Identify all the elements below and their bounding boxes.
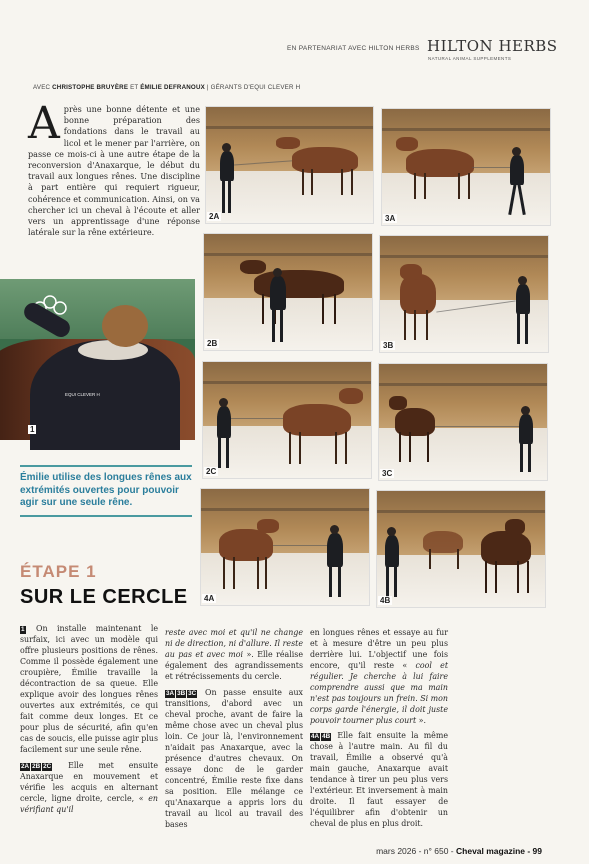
photo-3b — [379, 235, 549, 353]
photo-2a-label: 2A — [209, 212, 220, 221]
body-column-1 — [20, 623, 158, 815]
ref-badge: 4B — [322, 733, 331, 740]
byline: AVEC CHRISTOPHE BRUYÈRE ET ÉMILIE DEFRANOUX | GÉRANTS D'EQUI CLEVER H — [33, 84, 301, 91]
ref-badge: 3B — [177, 690, 186, 697]
section-title: SUR LE CERCLE — [20, 586, 188, 608]
photo-2a — [205, 106, 374, 224]
paragraph-step-3: 3A 3B 3C On passe ensuite aux transitions, d'abord avec un cheval proche, avant de faire la même chose avec un cheval plus loin. Ce jour là, l'environnement n'aidait pas Anaxarque, avec la présence d'autres chevaux. On essaye donc de le garder concentré, Émilie reste fixe dans sa position. Elle mélange ce qu'Anaxarque a appris lors du travail au licol au travail des bases — [165, 688, 303, 829]
photo-2c — [202, 361, 372, 479]
body-column-2: reste avec moi et qu'il ne change ni de direction, ni d'allure. Il reste au pas et avec moi ». Elle réalise également des agrandissements et rétrécissements du cercle. 3A 3B 3C On passe ensuite aux transitions, d'abord avec un cheval proche, avant de faire la même chose avec un cheval plus loin. Ce jour là, l'environnement n'aidait pas Anaxarque, avec la présence d'autres chevaux. On essaye donc de le garder concentré, Émilie reste fixe dans sa position. Elle mélange ce qu'Anaxarque a appris lors du travail au licol au travail des bases — [165, 628, 303, 829]
paragraph-step-4: 4A 4B Elle fait ensuite la même chose à l'autre main. Au fil du travail, Émilie a observé qu'à main gauche, Anaxarque avait tendance à tirer un peu plus vers l'extérieur. Et inversement à main droite. Il faut essayer de l'équilibrer afin d'obtenir un cheval de plus en plus droit. — [310, 731, 448, 828]
jacket-embroidery: EQUI CLEVER H — [65, 392, 100, 397]
photo-2b-label: 2B — [207, 339, 218, 348]
photo-4b — [376, 490, 546, 608]
drop-cap: A — [28, 98, 60, 149]
ref-badge: 1 — [21, 626, 25, 633]
partnership-line: EN PARTENARIAT AVEC HILTON HERBS — [287, 45, 420, 52]
body-column-3: en longues rênes et essaye au fur et à mesure d'être un peu plus derrière lui. L'objectif une fois encore, qu'il reste « cool et régulier. Je cherche à lui faire comprendre aussi que ma main n'est pas toujours un frein. Si mon corps garde l'énergie, il doit juste pouvoir tourner plus court ». — [310, 628, 448, 725]
photo-3a — [381, 108, 551, 226]
ref-badge: 3C — [188, 690, 197, 697]
photo-3b-label: 3B — [383, 341, 394, 350]
photo-1-label: 1 — [30, 425, 35, 434]
ref-badge: 2B — [32, 763, 41, 770]
intro-paragraph: A près une bonne détente et une bonne préparation des fondations dans le travail au licol et le mener par l'arrière, on passe ce mois-ci à une autre étape de la reconversion d'Anaxarque, le début du travail aux longues rênes. Une discipline à part entière qui requiert rigueur, cohérence et communication. Ainsi, on va chercher ici un cheval à l'écoute et aller vers un apprentissage d'une réponse latérale sur la rêne extérieure. — [28, 98, 200, 238]
photo-2c-label: 2C — [206, 467, 217, 476]
magazine-name: Cheval magazine - 99 — [456, 846, 542, 856]
body-column-4 — [310, 730, 448, 829]
photo-4a — [200, 488, 370, 606]
photo-2b — [203, 233, 373, 351]
photo-3c — [378, 363, 548, 481]
page-footer: mars 2026 - n° 650 - Cheval magazine - 99 — [376, 846, 542, 856]
ref-badge: 4A — [311, 733, 320, 740]
ref-badge: 2C — [43, 763, 52, 770]
paragraph-step-1: 1 On installe maintenant le surfaix, ici avec un modèle qui offre plusieurs positions de rênes. Comme il possède également une croupière, Émilie travaille la décontraction de sa queue. Elle explique avoir des longues rênes ouvertes aux extrémités, ce qui fait comme deux longes. Et ce pour plus de sécurité, afin qu'en cas de soucis, elle puisse agir plus facilement sur une seule rêne. — [20, 624, 159, 754]
photo-3c-label: 3C — [382, 469, 393, 478]
author-1: CHRISTOPHE BRUYÈRE — [52, 84, 129, 91]
paragraph-step-2: 2A 2B 2C Elle met ensuite Anaxarque en mouvement et vérifie les acquis en alternant cercle, ligne droite, cercle, « en vérifiant qu'il — [20, 761, 158, 814]
pull-quote: Émilie utilise des longues rênes aux extrémités ouvertes pour pouvoir agir sur une seule rêne. — [20, 465, 192, 517]
photo-3a-label: 3A — [385, 214, 396, 223]
step-number: ÉTAPE 1 — [20, 562, 97, 581]
ref-badge: 3A — [166, 690, 175, 697]
photo-4b-label: 4B — [380, 596, 391, 605]
brand-logo: HILTON HERBS — [427, 37, 558, 55]
brand-tagline: NATURAL ANIMAL SUPPLEMENTS — [428, 56, 512, 61]
ref-badge: 2A — [21, 763, 30, 770]
photo-4a-label: 4A — [204, 594, 215, 603]
author-2: ÉMILIE DEFRANOUX — [140, 84, 205, 91]
